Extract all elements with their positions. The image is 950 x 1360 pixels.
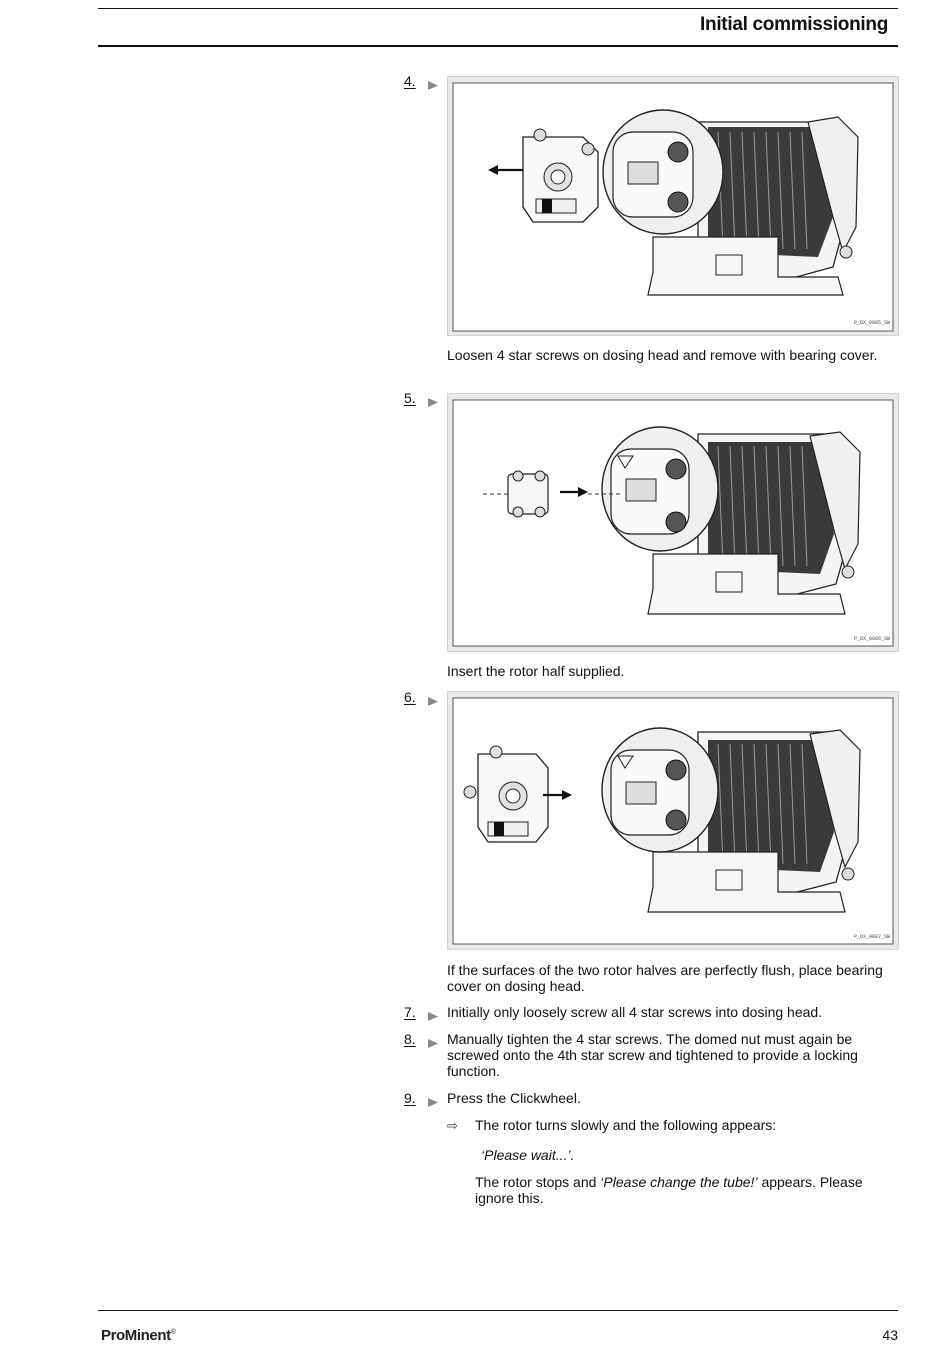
- result-followup: The rotor stops and ‘Please change the tube!’ appears. Please ignore this.: [475, 1174, 863, 1206]
- step-number: 4.: [404, 73, 416, 89]
- figure-insert-rotor-half: [447, 393, 899, 652]
- step-arrow-icon: [428, 1039, 438, 1048]
- step-arrow-icon: [428, 697, 438, 706]
- header-top-rule: [98, 8, 898, 9]
- followup-pre: The rotor stops and: [475, 1174, 597, 1190]
- section-title: Initial commissioning: [700, 14, 888, 35]
- step-number: 8.: [404, 1031, 416, 1047]
- step-text: Insert the rotor half supplied.: [447, 663, 625, 679]
- brand-logo: [101, 1327, 176, 1344]
- step-arrow-icon: [428, 1098, 438, 1107]
- brand-name: ProMinent: [101, 1327, 171, 1344]
- figure-place-bearing-cover: [447, 691, 899, 950]
- step-number: 7.: [404, 1004, 416, 1020]
- figure-remove-bearing-cover: [447, 76, 899, 336]
- display-message: ‘Please wait...’.: [481, 1147, 575, 1163]
- step-number: 9.: [404, 1090, 416, 1106]
- figure-code: P_DX_0085_SW: [853, 320, 890, 326]
- step-text: Manually tighten the 4 star screws. The domed nut must again be screwed onto the 4th star screw and tightened to provide a locking function.: [447, 1031, 858, 1079]
- step-number: 5.: [404, 390, 416, 406]
- step-text: Press the Clickwheel.: [447, 1090, 581, 1106]
- followup-message: Please change the tube!: [603, 1174, 755, 1190]
- step-arrow-icon: [428, 81, 438, 90]
- footer-rule: [98, 1310, 898, 1311]
- step-text: If the surfaces of the two rotor halves are perfectly flush, place bearing cover on dosing head.: [447, 962, 883, 994]
- result-arrow-icon: ⇨: [447, 1118, 458, 1133]
- followup-post: appears. Please ignore this.: [475, 1174, 863, 1206]
- result-text: The rotor turns slowly and the following appears:: [475, 1117, 777, 1133]
- step-number: 6.: [404, 689, 416, 705]
- step-text: Loosen 4 star screws on dosing head and remove with bearing cover.: [447, 347, 878, 363]
- header-bottom-rule: [98, 45, 898, 47]
- step-arrow-icon: [428, 398, 438, 407]
- step-text: Initially only loosely screw all 4 star screws into dosing head.: [447, 1004, 823, 1020]
- figure-code: P_DX_0086_SW: [853, 636, 890, 642]
- page-number: 43: [882, 1327, 898, 1343]
- brand-mark: ®: [170, 1329, 176, 1336]
- figure-code: P_DX_0087_SW: [853, 934, 890, 940]
- display-message-text: Please wait...: [484, 1147, 568, 1163]
- step-arrow-icon: [428, 1012, 438, 1021]
